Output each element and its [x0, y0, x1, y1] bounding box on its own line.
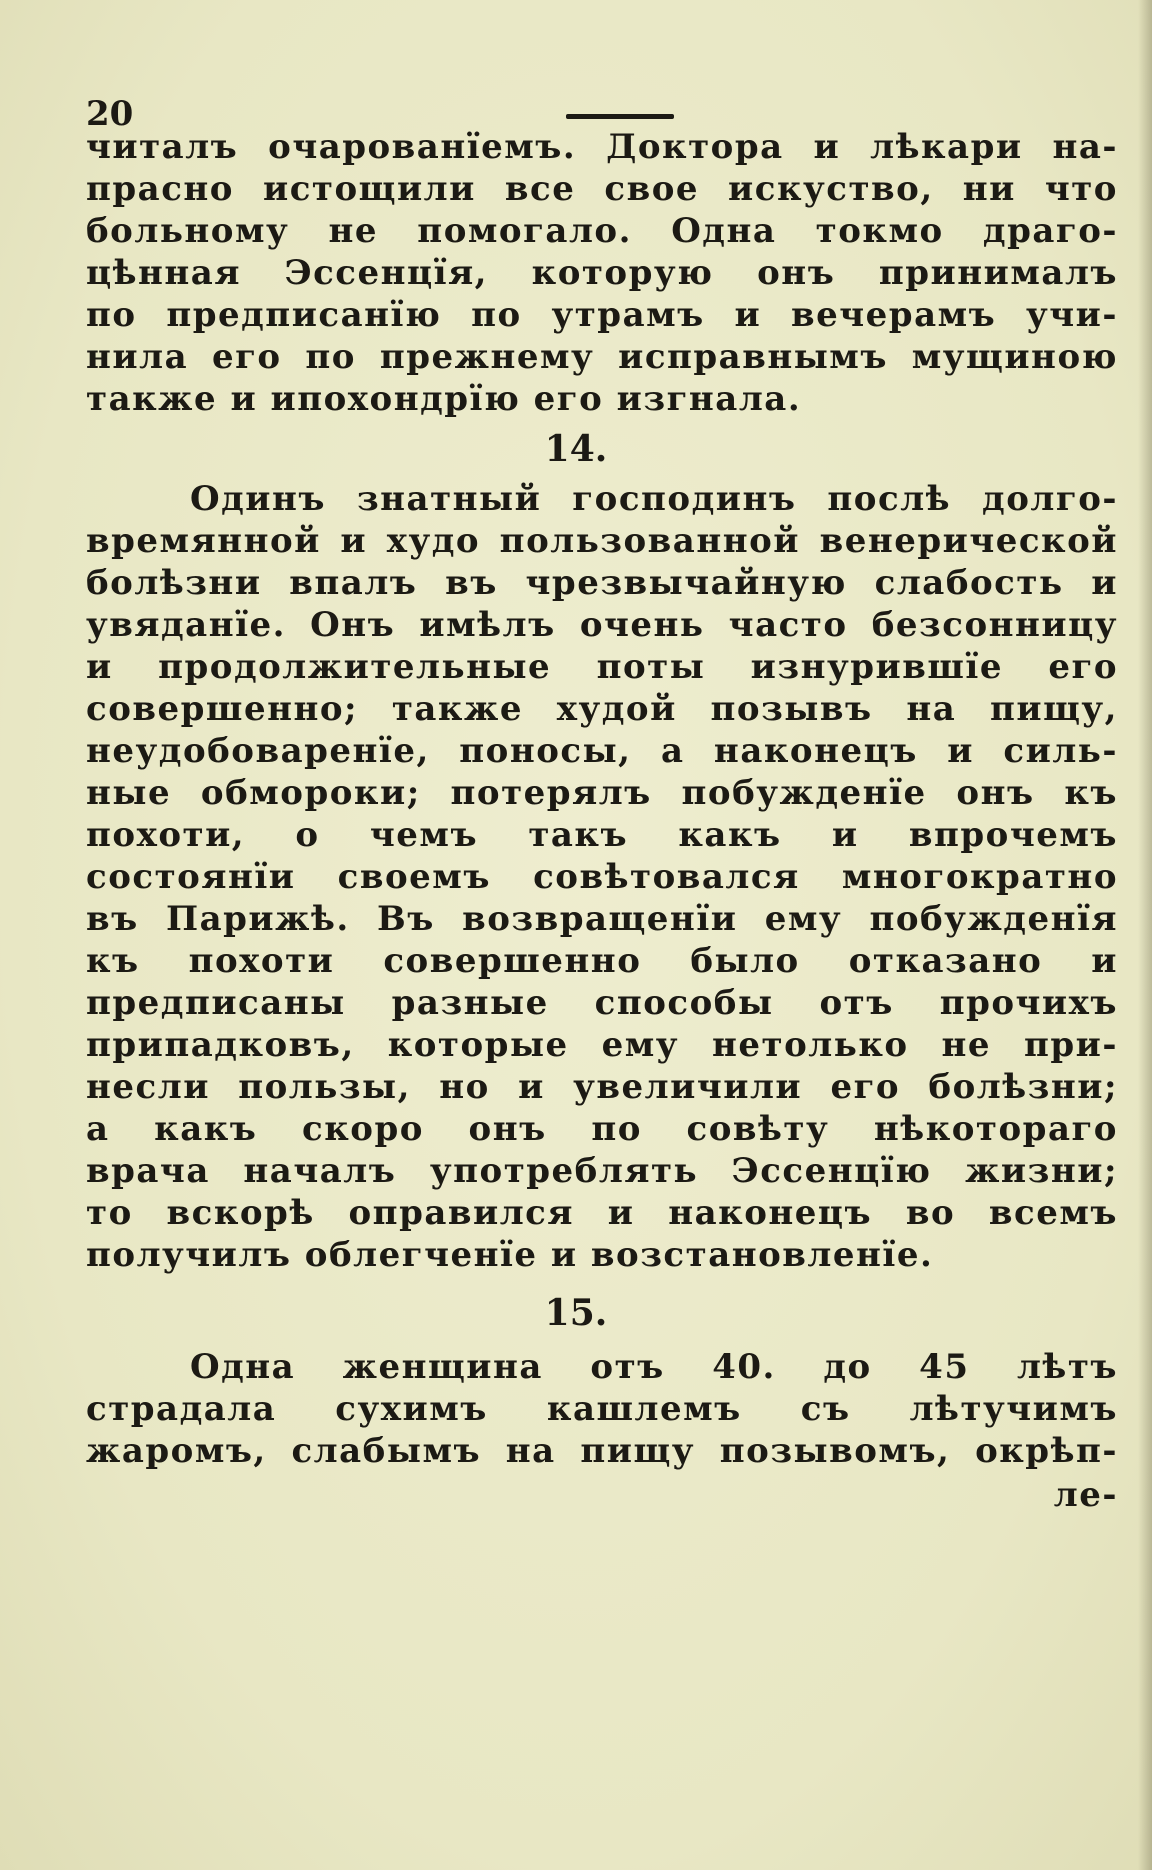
- text-line: несли пользы, но и увеличили его болѣзни;: [86, 1067, 1118, 1107]
- text-line: читалъ очарованïемъ. Доктора и лѣкари на-: [86, 127, 1118, 167]
- section-number: 15.: [544, 1292, 608, 1334]
- page-number: 20: [86, 94, 134, 134]
- text-line: нила его по прежнему исправнымъ мущиною: [86, 337, 1118, 377]
- text-line: предписаны разные способы отъ прочихъ: [86, 983, 1118, 1023]
- text-line: въ Парижѣ. Въ возвращенïи ему побужденïя: [86, 899, 1118, 939]
- text-line: ные обмороки; потерялъ побужденïе онъ къ: [86, 773, 1118, 813]
- text-line: страдала сухимъ кашлемъ съ лѣтучимъ: [86, 1389, 1118, 1429]
- text-line: времянной и худо пользованной венерической: [86, 521, 1118, 561]
- text-line: совершенно; также худой позывъ на пищу,: [86, 689, 1118, 729]
- text-line: прасно истощили все свое искуство, ни что: [86, 169, 1118, 209]
- text-line: то вскорѣ оправился и наконецъ во всемъ: [86, 1193, 1118, 1233]
- text-line: болѣзни впалъ въ чрезвычайную слабость и: [86, 563, 1118, 603]
- text-line: жаромъ, слабымъ на пищу позывомъ, окрѣп-: [86, 1431, 1118, 1471]
- text-line: увяданïе. Онъ имѣлъ очень часто безсонницу: [86, 605, 1118, 645]
- text-line: по предписанïю по утрамъ и вечерамъ учи-: [86, 295, 1118, 335]
- text-line: цѣнная Эссенцïя, которую онъ принималъ: [86, 253, 1118, 293]
- text-line: состоянïи своемъ совѣтовался многократно: [86, 857, 1118, 897]
- text-line: неудобоваренïе, поносы, а наконецъ и силь-: [86, 731, 1118, 771]
- section-number: 14.: [544, 428, 608, 470]
- text-line: больному не помогало. Одна токмо драго-: [86, 211, 1118, 251]
- text-line: а какъ скоро онъ по совѣту нѣкотораго: [86, 1109, 1118, 1149]
- text-line: похоти, о чемъ такъ какъ и впрочемъ: [86, 815, 1118, 855]
- text-line: Одна женщина отъ 40. до 45 лѣтъ: [190, 1347, 1118, 1387]
- text-line: врача началъ употреблять Эссенцïю жизни;: [86, 1151, 1118, 1191]
- header-rule: [566, 114, 674, 119]
- text-line: припадковъ, которые ему нетолько не при-: [86, 1025, 1118, 1065]
- text-line: къ похоти совершенно было отказано и: [86, 941, 1118, 981]
- text-line: Одинъ знатный господинъ послѣ долго-: [190, 479, 1118, 519]
- text-line: и продолжительные поты изнурившïе его: [86, 647, 1118, 687]
- page-edge-shadow: [1138, 0, 1152, 1870]
- text-line: также и ипохондрïю его изгнала.: [86, 379, 802, 419]
- text-line: получилъ облегченïе и возстановленïе.: [86, 1235, 934, 1275]
- catchword: ле-: [1053, 1475, 1118, 1515]
